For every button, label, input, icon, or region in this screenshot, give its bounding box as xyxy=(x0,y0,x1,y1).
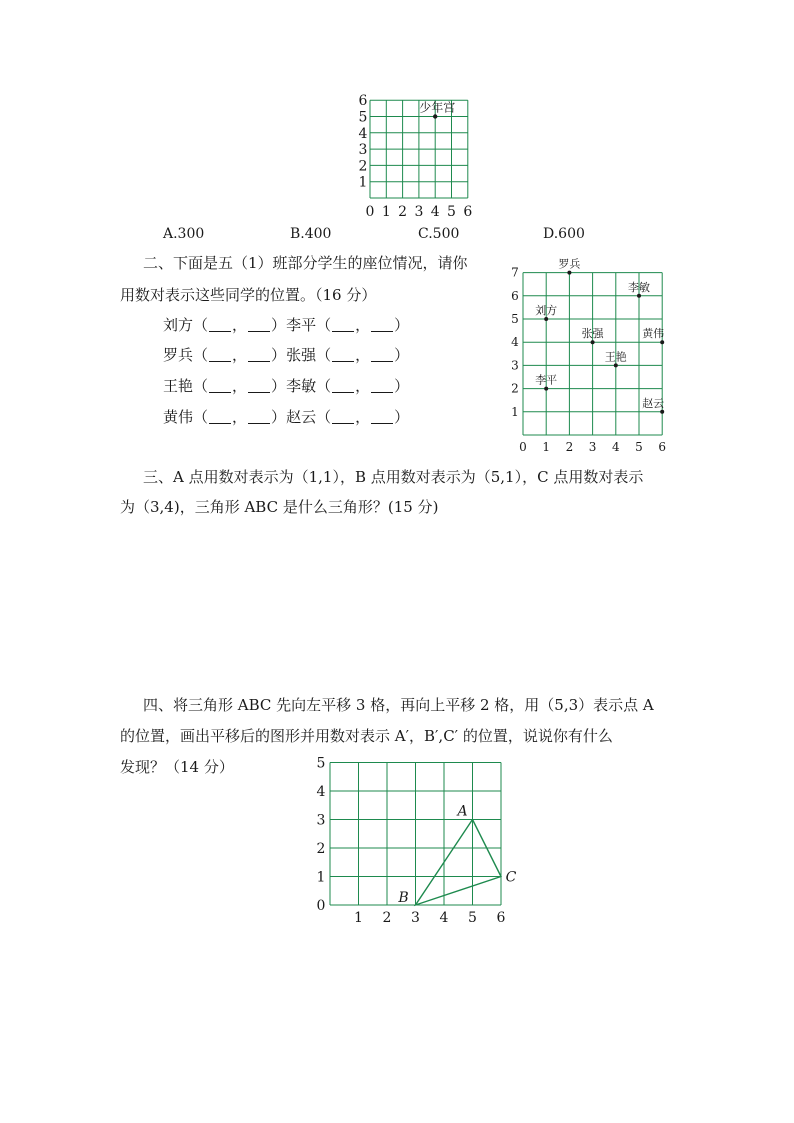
answer-blank[interactable] xyxy=(248,347,270,362)
student-name: 刘方 xyxy=(163,316,194,334)
grid-2-student-label: 张强 xyxy=(581,327,604,341)
paren-close: ） xyxy=(271,316,287,334)
student-name: 李平 xyxy=(286,316,317,334)
answer-blank[interactable] xyxy=(248,409,270,424)
paren-open: （ xyxy=(316,346,332,364)
grid-3-y-tick: 3 xyxy=(316,812,326,829)
grid-3-x-tick: 6 xyxy=(496,910,506,926)
grid-3-x-tick: 2 xyxy=(382,910,392,926)
q2-answer-row xyxy=(163,310,409,340)
paren-close: ） xyxy=(394,316,410,334)
grid-1-x-tick: 4 xyxy=(430,204,440,220)
grid-2-y-tick: 6 xyxy=(511,288,519,303)
q3-line-1: 三、A 点用数对表示为（1,1），B 点用数对表示为（5,1），C 点用数对表示 xyxy=(143,468,644,486)
grid-3-x-tick: 1 xyxy=(354,910,363,926)
comma: ， xyxy=(232,316,248,334)
comma: ， xyxy=(355,316,371,334)
paren-open: （ xyxy=(316,316,332,334)
grid-2-student-label: 刘方 xyxy=(535,304,558,317)
grid-2-student-label: 王艳 xyxy=(604,350,627,364)
grid-2-student-label: 赵云 xyxy=(642,396,665,410)
grid-3-y-tick: 1 xyxy=(316,869,326,886)
grid-2-y-tick: 3 xyxy=(511,358,519,373)
grid-3-x-tick: 3 xyxy=(411,910,420,926)
paren-close: ） xyxy=(271,408,287,426)
grid-1-x-tick: 3 xyxy=(414,204,424,220)
grid-2-x-tick: 2 xyxy=(565,440,574,454)
answer-blank[interactable] xyxy=(332,409,354,424)
option-a[interactable]: A.300 xyxy=(163,226,205,242)
grid-2-y-tick: 1 xyxy=(511,404,519,419)
option-b[interactable]: B.400 xyxy=(290,226,332,242)
option-d[interactable]: D.600 xyxy=(543,226,585,242)
paren-open: （ xyxy=(316,377,332,395)
paren-open: （ xyxy=(193,377,209,395)
paren-close: ） xyxy=(394,408,410,426)
grid-3-x-tick: 5 xyxy=(468,910,477,926)
answer-blank[interactable] xyxy=(332,317,354,332)
paren-open: （ xyxy=(193,316,209,334)
q4-line-2: 的位置，画出平移后的图形并用数对表示 A′，B′,C′ 的位置，说说你有什么 xyxy=(120,727,613,745)
grid-1-x-tick: 1 xyxy=(381,204,391,220)
grid-1-x-tick: 6 xyxy=(463,204,473,220)
vertex-label-b: B xyxy=(398,890,409,906)
comma: ， xyxy=(355,408,371,426)
answer-blank[interactable] xyxy=(371,317,393,332)
grid-1-shaonian-gong xyxy=(350,92,480,220)
vertex-label-a: A xyxy=(457,803,468,820)
grid-3-y-tick: 4 xyxy=(316,784,326,800)
paren-open: （ xyxy=(193,408,209,426)
grid-2-x-tick: 3 xyxy=(588,440,597,454)
student-name: 张强 xyxy=(286,346,317,364)
q2-answer-row xyxy=(163,371,409,401)
grid-2-student-point xyxy=(660,340,664,344)
grid-2-seating-chart xyxy=(505,257,680,455)
q2-answer-row xyxy=(163,402,409,432)
grid-2-y-tick: 7 xyxy=(511,265,519,280)
vertex-label-c: C xyxy=(505,869,517,886)
grid-1-y-tick: 5 xyxy=(358,109,368,126)
q3-line-2: 为（3,4)，三角形 ABC 是什么三角形？(15 分) xyxy=(120,498,439,516)
answer-blank[interactable] xyxy=(209,409,231,424)
student-name: 赵云 xyxy=(286,408,317,426)
grid-1-y-tick: 4 xyxy=(358,125,368,142)
grid-2-x-tick: 4 xyxy=(611,440,620,454)
grid-3-x-tick: 4 xyxy=(439,910,449,926)
grid-2-student-point xyxy=(637,294,641,298)
grid-2-x-tick: 5 xyxy=(635,440,643,454)
paren-close: ） xyxy=(271,377,287,395)
grid-2-student-point xyxy=(567,271,571,275)
grid-2-student-point xyxy=(544,387,548,391)
answer-blank[interactable] xyxy=(332,378,354,393)
answer-blank[interactable] xyxy=(332,347,354,362)
grid-3-y-tick: 0 xyxy=(316,898,326,914)
paren-close: ） xyxy=(271,346,287,364)
grid-1-y-tick: 2 xyxy=(358,158,368,175)
q2-line-2: 用数对表示这些同学的位置。（16 分） xyxy=(120,286,377,304)
grid-2-student-point xyxy=(614,363,618,367)
answer-blank[interactable] xyxy=(248,378,270,393)
comma: ， xyxy=(355,377,371,395)
student-name: 王艳 xyxy=(163,377,194,395)
grid-1-y-tick: 1 xyxy=(358,174,368,191)
grid-3-y-tick: 5 xyxy=(316,755,326,772)
answer-blank[interactable] xyxy=(209,317,231,332)
grid-1-x-tick: 5 xyxy=(447,204,456,220)
grid-2-student-label: 李平 xyxy=(535,373,558,387)
paren-close: ） xyxy=(394,377,410,395)
grid-3-y-tick: 2 xyxy=(316,841,326,857)
paren-open: （ xyxy=(193,346,209,364)
grid-2-x-tick: 1 xyxy=(542,440,551,454)
grid-1-x-tick: 2 xyxy=(398,204,408,220)
answer-blank[interactable] xyxy=(371,409,393,424)
q2-line-1: 二、下面是五（1）班部分学生的座位情况，请你 xyxy=(143,254,468,272)
triangle-abc xyxy=(416,820,502,906)
answer-blank[interactable] xyxy=(248,317,270,332)
q4-line-1: 四、将三角形 ABC 先向左平移 3 格，再向上平移 2 格，用（5,3）表示点 A xyxy=(143,696,654,714)
grid-2-x-tick: 6 xyxy=(658,440,667,454)
student-name: 黄伟 xyxy=(163,408,194,426)
comma: ， xyxy=(355,346,371,364)
student-name: 罗兵 xyxy=(163,346,194,364)
grid-2-x-tick: 0 xyxy=(519,440,527,454)
grid-1-point-label: 少年宫 xyxy=(419,100,456,115)
grid-2-student-point xyxy=(544,317,548,321)
grid-2-student-label: 黄伟 xyxy=(642,327,665,341)
grid-2-student-point xyxy=(660,410,664,414)
grid-2-student-label: 李敏 xyxy=(628,280,650,294)
grid-2-y-tick: 4 xyxy=(511,335,519,350)
grid-1-x-tick: 0 xyxy=(365,204,375,220)
comma: ， xyxy=(232,377,248,395)
option-c[interactable]: C.500 xyxy=(418,226,460,242)
comma: ， xyxy=(232,346,248,364)
grid-1-y-tick: 3 xyxy=(358,142,368,159)
answer-blank[interactable] xyxy=(371,347,393,362)
grid-1-point xyxy=(433,114,437,118)
q2-answer-row xyxy=(163,340,409,370)
q4-line-3: 发现？（14 分） xyxy=(120,758,234,776)
grid-2-y-tick: 2 xyxy=(511,381,519,396)
grid-2-student-point xyxy=(591,340,595,344)
grid-1-y-tick: 6 xyxy=(358,93,368,110)
grid-2-y-tick: 5 xyxy=(511,312,519,326)
answer-blank[interactable] xyxy=(209,347,231,362)
grid-3-triangle-abc xyxy=(305,755,530,932)
answer-blank[interactable] xyxy=(371,378,393,393)
paren-close: ） xyxy=(394,346,410,364)
grid-2-student-label: 罗兵 xyxy=(558,257,581,271)
comma: ， xyxy=(232,408,248,426)
student-name: 李敏 xyxy=(286,377,317,395)
answer-blank[interactable] xyxy=(209,378,231,393)
paren-open: （ xyxy=(316,408,332,426)
